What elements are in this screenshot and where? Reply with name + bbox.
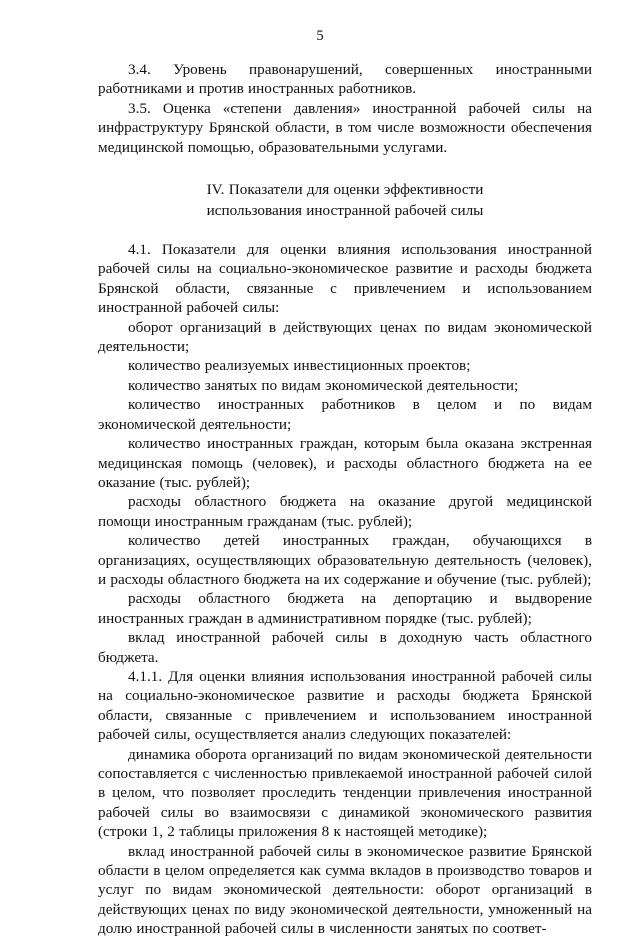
document-body — [98, 60, 592, 939]
list-item-budget-contribution: вклад иностранной рабочей силы в доходную часть областного бюджета. — [98, 629, 592, 666]
section-heading — [98, 179, 592, 221]
list-item-deportation: расходы областного бюджета на депортацию и выдворение иностранных граждан в административном порядке (тыс. рублей); — [98, 590, 592, 627]
list-item-children-education: количество детей иностранных граждан, обучающихся в организациях, осуществляющих образовательную деятельность (человек), и расходы областного бюджета на их содержание и обучение (тыс. рублей); — [98, 532, 592, 588]
paragraph-4-1: 4.1. Показатели для оценки влияния использования иностранной рабочей силы на социально-экономическое развитие и расходы бюджета Брянской области, связанные с привлечением и использованием иностранной рабочей силы: — [98, 241, 592, 317]
list-item-employed: количество занятых по видам экономической деятельности; — [128, 376, 519, 394]
paragraph-4-1-1: 4.1.1. Для оценки влияния использования иностранной рабочей силы на социально-экономическое развитие и расходы бюджета Брянской области, связанные с привлечением и использованием иностранной рабочей силы, осуществляется анализ следующих показателей: — [98, 667, 592, 744]
list-item-emergency-care: количество иностранных граждан, которым была оказана экстренная медицинская помощь (человек), и расходы областного бюджета на ее оказание (тыс. рублей); — [98, 435, 592, 491]
list-item-turnover: оборот организаций в действующих ценах по видам экономической деятельности; — [98, 318, 592, 356]
paragraph-turnover-dynamics: динамика оборота организаций по видам экономической деятельности сопоставляется с численностью привлекаемой иностранной рабочей силой в целом, что позволяет проследить тенденции привлечения иностранной рабочей силы во взаимосвязи с динамикой экономического развития (строки 1, 2 таблицы приложения 8 к настоящей методике); — [98, 745, 592, 841]
paragraph-3-4: 3.4. Уровень правонарушений, совершенных иностранными работниками и против иностранных работников. — [98, 61, 592, 98]
paragraph-3-5: 3.5. Оценка «степени давления» иностранной рабочей силы на инфраструктуру Брянской области, в том числе возможности обеспечения медицинской помощью, образовательными услугами. — [98, 99, 592, 156]
page-number: 5 — [316, 28, 324, 44]
paragraph-economic-contribution: вклад иностранной рабочей силы в экономическое развитие Брянской области в целом определяется как сумма вкладов в производство товаров и услуг по видам экономической деятельности: оборот организаций в действующих ценах по виду экономической деятельности, умноженный на долю иностранной рабочей силы в численности занятых по соответ- — [98, 842, 592, 938]
list-item-investment-projects: количество реализуемых инвестиционных проектов; — [128, 357, 471, 375]
section-heading-line-1: IV. Показатели для оценки эффективности — [206, 181, 484, 199]
section-heading-line-2: использования иностранной рабочей силы — [206, 202, 484, 220]
list-item-other-medical: расходы областного бюджета на оказание другой медицинской помощи иностранным гражданам (тыс. рублей); — [98, 493, 592, 530]
list-item-foreign-workers: количество иностранных работников в целом и по видам экономической деятельности; — [98, 396, 592, 433]
